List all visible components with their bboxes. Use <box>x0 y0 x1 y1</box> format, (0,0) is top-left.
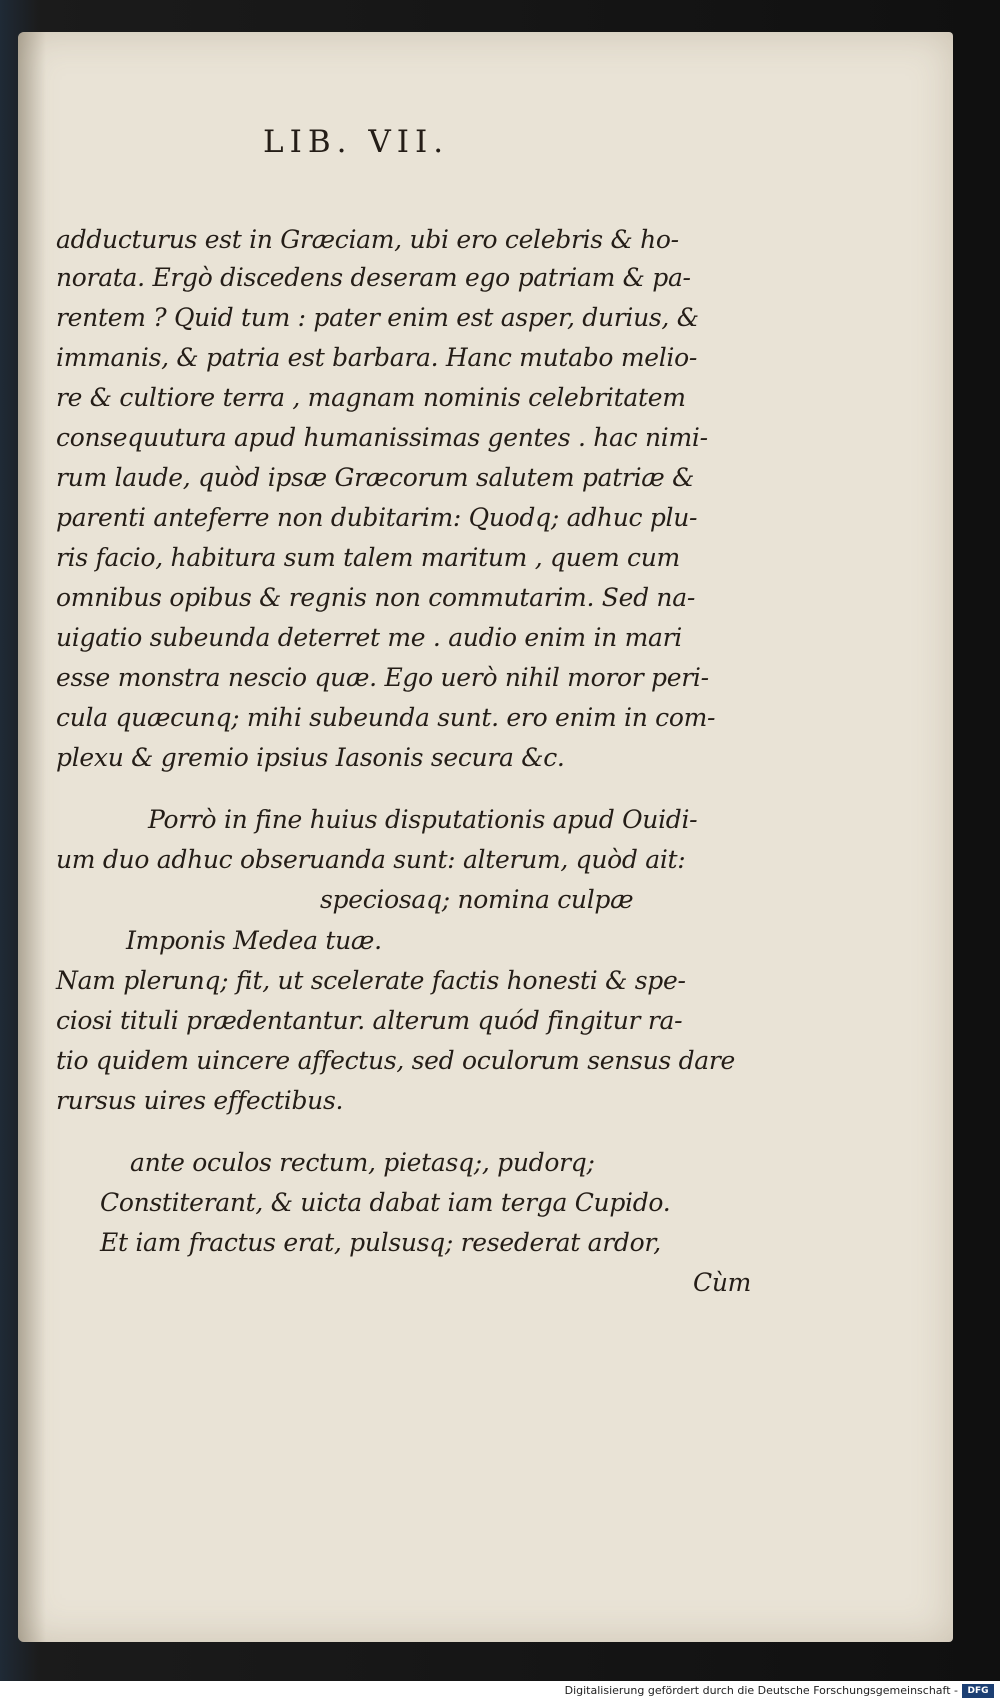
text-line-2: norata. Ergò discedens deseram ego patriam & pa- <box>56 263 691 292</box>
digitization-footer <box>0 1681 1000 1701</box>
text-line-12: esse monstra nescio quæ. Ego uerò nihil moror peri- <box>56 663 709 692</box>
text-line-8: parenti anteferre non dubitarim: Quodq; adhuc plu- <box>56 503 698 532</box>
verse-line-1: ante oculos rectum, pietasq;, pudorq; <box>130 1148 595 1177</box>
text-line-7: rum laude, quòd ipsæ Græcorum salutem patriæ & <box>56 463 695 492</box>
text-line-5: re & cultiore terra , magnam nominis celebritatem <box>56 383 686 412</box>
text-line-21: tio quidem uincere affectus, sed oculorum sensus dare <box>56 1046 736 1075</box>
text-line-22: rursus uires effectibus. <box>56 1086 344 1115</box>
text-line-11: uigatio subeunda deterret me . audio enim in mari <box>56 623 682 652</box>
funding-credit: Digitalisierung gefördert durch die Deutsche Forschungsgemeinschaft - <box>564 1684 958 1697</box>
text-line-20: ciosi tituli prædentantur. alterum quód fingitur ra- <box>56 1006 683 1035</box>
text-line-16: um duo adhuc obseruanda sunt: alterum, quòd ait: <box>56 845 686 874</box>
text-line-13: cula quæcunq; mihi subeunda sunt. ero enim in com- <box>56 703 716 732</box>
paragraph-start-line: Porrò in fine huius disputationis apud Ouidi- <box>148 805 698 834</box>
verse-quote-line-2: Imponis Medea tuæ. <box>126 926 382 955</box>
text-line-10: omnibus opibus & regnis non commutarim. Sed na- <box>56 583 695 612</box>
verse-quote-line-1: speciosaq; nomina culpæ <box>320 885 634 914</box>
page-gutter-shadow <box>18 32 46 1642</box>
verse-line-3: Et iam fractus erat, pulsusq; resederat ardor, <box>100 1228 661 1257</box>
book-page <box>18 32 953 1642</box>
running-head: LIB. VII. <box>263 124 450 160</box>
text-line-1: adducturus est in Græciam, ubi ero celebris & ho- <box>56 225 679 254</box>
text-line-6: consequutura apud humanissimas gentes . hac nimi- <box>56 423 708 452</box>
text-line-14: plexu & gremio ipsius Iasonis secura &c. <box>56 743 565 772</box>
dfg-logo: DFG <box>962 1684 994 1698</box>
text-line-4: immanis, & patria est barbara. Hanc mutabo melio- <box>56 343 698 372</box>
catchword: Cùm <box>693 1268 752 1297</box>
text-line-9: ris facio, habitura sum talem maritum , quem cum <box>56 543 680 572</box>
text-line-19: Nam plerunq; fit, ut scelerate factis honesti & spe- <box>56 966 686 995</box>
verse-line-2: Constiterant, & uicta dabat iam terga Cupido. <box>100 1188 671 1217</box>
text-line-3: rentem ? Quid tum : pater enim est asper, durius, & <box>56 303 699 332</box>
